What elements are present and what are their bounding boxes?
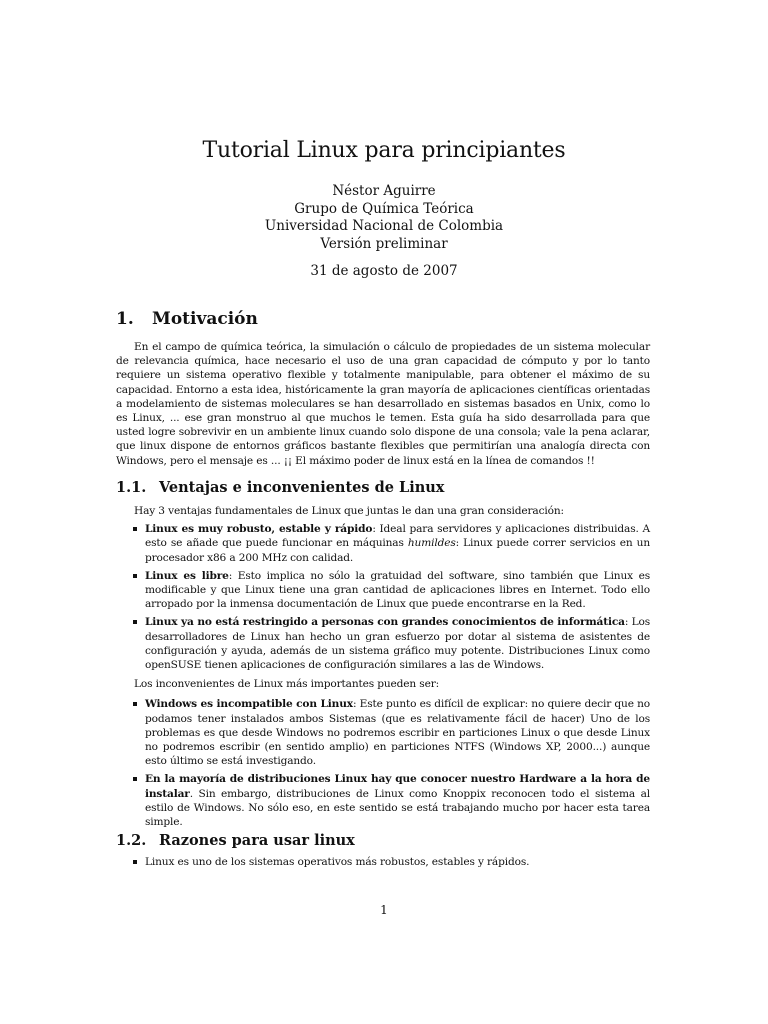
bullet-icon: [133, 860, 137, 864]
advantages-intro: Hay 3 ventajas fundamentales de Linux que juntas le dan una gran consideración:: [134, 505, 564, 517]
section-title: Motivación: [152, 309, 258, 329]
item-text: . Sin embargo, distribuciones de Linux como Knoppix reconocen todo el sistema al estilo de Windows. No sólo eso, en este sentido se está trabajando mucho por hacer esta tarea simple.: [145, 787, 650, 829]
section-heading: [116, 309, 650, 329]
document-title: Tutorial Linux para principiantes: [202, 138, 566, 163]
item-text: : Ideal para servidores y aplicaciones distribuidas. A esto se añade que puede funcionar en máquinas: [145, 523, 651, 550]
author-group: Grupo de Química Teórica: [294, 200, 474, 217]
subsection-title: Razones para usar linux: [159, 832, 355, 849]
section-motivation: [116, 309, 650, 468]
document-date: 31 de agosto de 2007: [310, 263, 458, 279]
bullet-icon: [133, 620, 137, 624]
reasons-list: [116, 855, 650, 869]
title-block: [0, 138, 768, 279]
author-university: Universidad Nacional de Colombia: [264, 218, 504, 234]
disadvantages-list: [116, 697, 650, 829]
subsection-heading: [116, 832, 650, 849]
item-bold: Linux ya no está restringido a personas con grandes conocimientos de informática: [145, 616, 625, 629]
item-text: : Los desarrolladores de Linux han hecho un gran esfuerzo por dotar al sistema de asistentes de configuración y ayuda, además de un sistema gráfico muy potente. Distribuciones Linux como openSUSE tienen aplicaciones de configuración similares a las de Windows.: [145, 616, 650, 672]
list-item: [116, 855, 650, 869]
subsection-number: 1.1.: [116, 479, 147, 496]
motivation-paragraph: En el campo de química teórica, la simulación o cálculo de propiedades de un sistema molecular de relevancia química, hace necesario el uso de una gran capacidad de cómputo y por lo tanto requiere un sistema operativo flexible y totalmente manipulable, para obtener el máximo de su capacidad. Entorno a esta idea, históricamente la gran mayoría de aplicaciones científicas orientadas a modelamiento de sistemas moleculares se han desarrollado en sistemas basados en Unix, como lo es Linux, ... ese gran monstruo al que muchos le temen. Esta guía ha sido desarrollada para que usted logre sobrevivir en un ambiente linux cuando solo dispone de una consola; vale la pena aclarar, que linux dispone de entornos gráficos bastante flexibles que permitirían una analogía directa con Windows, pero el mensaje es ... ¡¡ El máximo poder de linux está en la línea de comandos !!: [116, 341, 650, 467]
section-number: 1.: [116, 309, 134, 329]
list-item: [116, 615, 650, 672]
advantages-list: [116, 522, 650, 672]
item-bold: En la mayoría de distribuciones Linux hay que conocer nuestro Hardware a la hora de instalar: [145, 773, 650, 800]
item-text: : Linux puede correr servicios en un procesador x86 a 200 MHz con calidad.: [145, 537, 650, 564]
list-item: [116, 569, 650, 612]
bullet-icon: [133, 777, 137, 781]
author-block: [0, 183, 768, 253]
list-item: [116, 522, 650, 565]
list-item: [116, 772, 650, 829]
disadvantages-intro: Los inconvenientes de Linux más importantes pueden ser:: [134, 678, 440, 691]
list-item: [116, 697, 650, 768]
page-number: 1: [380, 903, 388, 917]
bullet-icon: [133, 574, 137, 578]
subsection-number: 1.2.: [116, 832, 147, 849]
item-italic: humildes: [407, 537, 456, 550]
item-text: : Esto implica no sólo la gratuidad del software, sino también que Linux es modificable y que Linux tiene una gran cantidad de aplicaciones libres en Internet. Todo ello arropado por la inmensa documentación de Linux que puede encontrarse en la Red.: [145, 569, 650, 611]
item-text: Linux es uno de los sistemas operativos más robustos, estables y rápidos.: [145, 856, 530, 868]
bullet-icon: [133, 527, 137, 531]
section-advantages: [116, 479, 650, 833]
item-bold: Windows es incompatible con Linux: [145, 698, 353, 711]
bullet-icon: [133, 702, 137, 706]
section-reasons: [116, 832, 650, 873]
author-name: Néstor Aguirre: [332, 183, 436, 199]
document-version: Versión preliminar: [320, 235, 448, 252]
item-bold: Linux es muy robusto, estable y rápido: [145, 523, 373, 536]
item-text: : Este punto es difícil de explicar: no quiere decir que no podamos tener instalados ambos Sistemas (que es relativamente fácil de hacer) Uno de los problemas es que desde Windows no podremos escribir en particiones Linux o que desde Linux no podremos escribir (en sentido amplio) en particiones NTFS (Windows XP, 2000...) aunque esto último se está investigando.: [145, 698, 650, 768]
subsection-heading: [116, 479, 650, 496]
item-bold: Linux es libre: [145, 569, 229, 582]
subsection-title: Ventajas e inconvenientes de Linux: [159, 479, 445, 496]
